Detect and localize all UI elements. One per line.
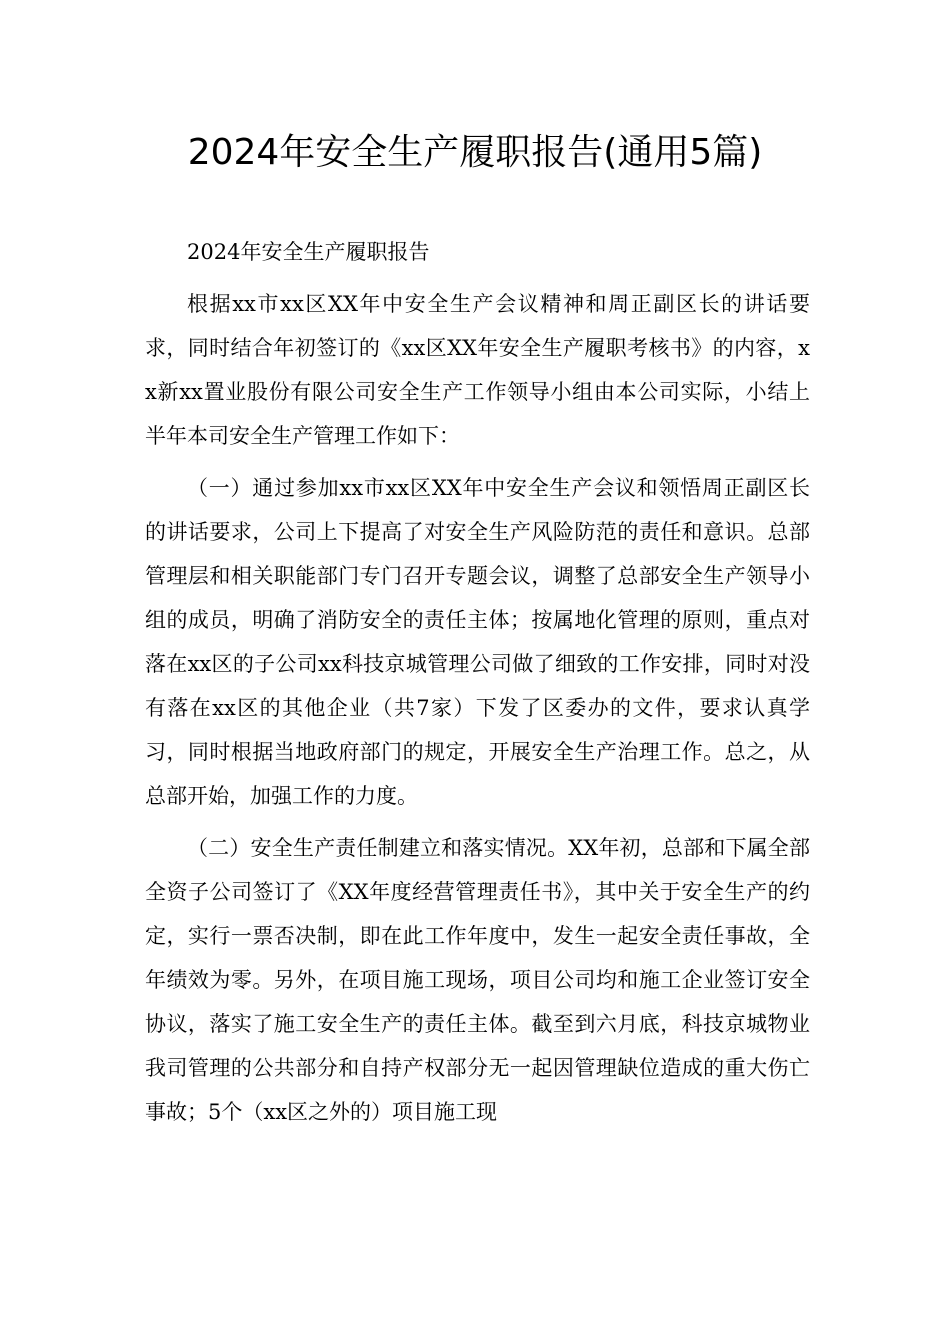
section-heading: 2024年安全生产履职报告: [187, 240, 430, 264]
paragraph-intro: 根据xx市xx区XX年中安全生产会议精神和周正副区长的讲话要求，同时结合年初签订的《xx区XX年安全生产履职考核书》的内容，xx新xx置业股份有限公司安全生产工作领导小组由本公司实际，小结上半年本司安全生产管理工作如下：: [145, 292, 810, 448]
paragraph-section-2: （二）安全生产责任制建立和落实情况。XX年初，总部和下属全部全资子公司签订了《XX年度经营管理责任书》，其中关于安全生产的约定，实行一票否决制，即在此工作年度中，发生一起安全责任事故，全年绩效为零。另外，在项目施工现场，项目公司均和施工企业签订安全协议，落实了施工安全生产的责任主体。截至到六月底，科技京城物业我司管理的公共部分和自持产权部分无一起因管理缺位造成的重大伤亡事故；5个（xx区之外的）项目施工现: [145, 836, 810, 1124]
document-title: 2024年安全生产履职报告(通用5篇): [187, 132, 763, 173]
paragraph-section-1: （一）通过参加xx市xx区XX年中安全生产会议和领悟周正副区长的讲话要求，公司上下提高了对安全生产风险防范的责任和意识。总部管理层和相关职能部门专门召开专题会议，调整了总部安全生产领导小组的成员，明确了消防安全的责任主体；按属地化管理的原则，重点对落在xx区的子公司xx科技京城管理公司做了细致的工作安排，同时对没有落在xx区的其他企业（共7家）下发了区委办的文件，要求认真学习，同时根据当地政府部门的规定，开展安全生产治理工作。总之，从总部开始，加强工作的力度。: [145, 476, 810, 808]
document-body: [145, 230, 810, 1142]
